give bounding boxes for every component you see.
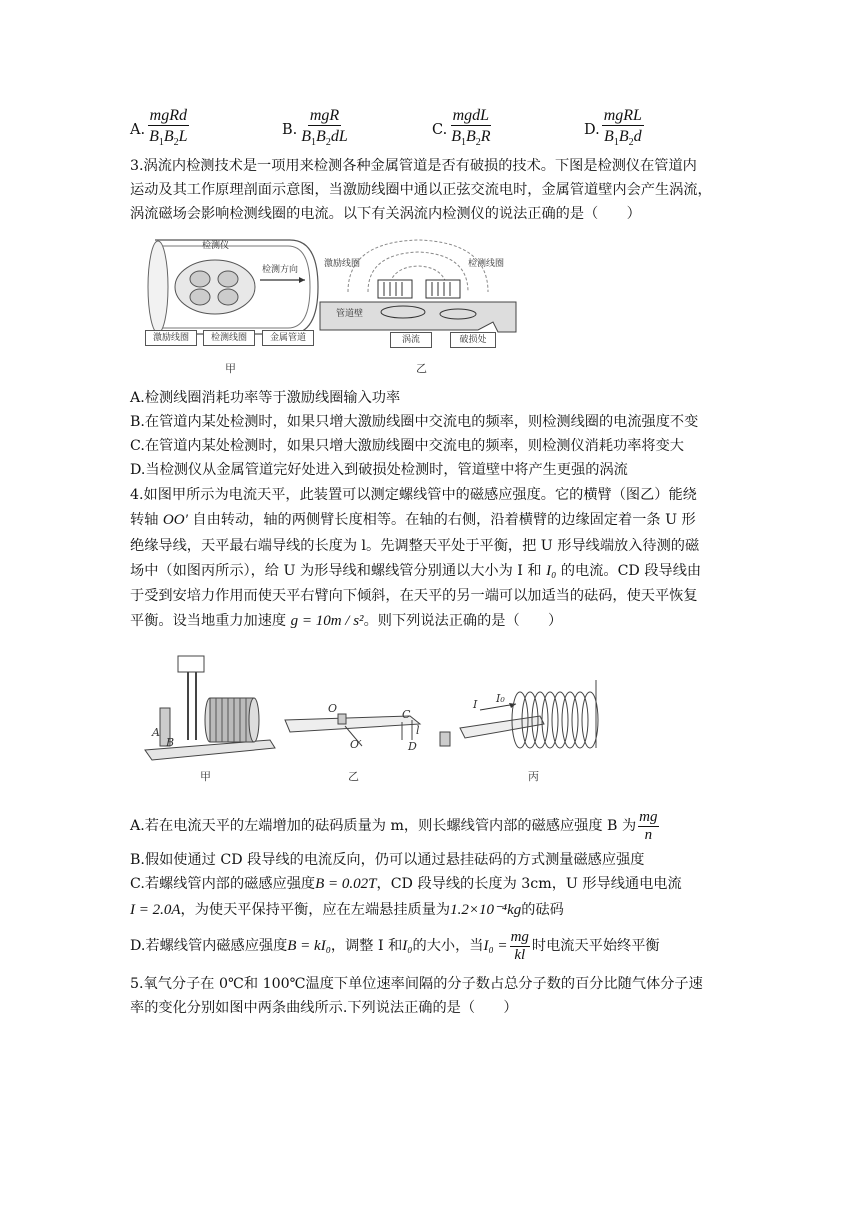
q4-option-c-line-1[interactable]: [130, 874, 682, 894]
q3-stem-line-2: 运动及其工作原理剖面示意图，当激励线圈中通以正弦交流电时，金属管道壁内会产生涡流，: [130, 182, 712, 198]
choice-a-fraction: [147, 106, 189, 153]
var-i0: I₀: [402, 938, 413, 954]
choice-d-numerator: mgRL: [603, 107, 642, 124]
frac-den: kl: [514, 946, 526, 963]
q4-text: 的电流。CD 段导线由: [560, 563, 702, 579]
caption-jia: 甲: [225, 362, 236, 375]
mg-over-n: [638, 809, 658, 844]
caption-bing-4: 丙: [528, 770, 539, 783]
frac-num: mg: [510, 928, 529, 945]
label-eddy: 涡流: [390, 332, 432, 348]
q3-option-d[interactable]: D.当检测仪从金属管道完好处进入到破损处检测时，管道壁中将产生更强的涡流: [130, 462, 628, 478]
q3-option-c[interactable]: C.在管道内某处检测时，如果只增大激励线圈中交流电的频率，则检测仪消耗功率将变大: [130, 438, 684, 454]
q4-opt-text: D.若螺线管内磁感应强度: [130, 938, 288, 954]
choice-d-label: D.: [584, 121, 600, 138]
label-detect-coil-2: 检测线圈: [468, 259, 505, 269]
q4-stem-line-3: 绝缘导线，天平最右端导线的长度为 l。先调整天平处于平衡，把 U 形导线端放入待测的磁: [130, 538, 700, 554]
choice-d[interactable]: [584, 106, 644, 153]
q3-figure-jia: [140, 232, 320, 382]
label-device: 检测仪: [202, 241, 230, 251]
q4-text: 转轴: [130, 512, 159, 528]
q3-option-a[interactable]: A.检测线圈消耗功率等于激励线圈输入功率: [130, 390, 401, 406]
current-balance-diagrams: [140, 640, 610, 770]
q5-stem-line-2: 率的变化分别如图中两条曲线所示.下列说法正确的是（ ）: [130, 1000, 518, 1016]
q4-figures: [140, 640, 610, 790]
q4-option-d[interactable]: [130, 926, 660, 966]
q4-stem-line-5: 于受到安培力作用而使天平右臂向下倾斜，在天平的另一端可以加适当的砝码，使天平恢复: [130, 588, 698, 604]
b-value: B = 0.02T: [315, 876, 377, 892]
label-o: O: [328, 702, 338, 715]
q4-option-b[interactable]: B.假如使通过 CD 段导线的电流反向，仍可以通过悬挂砝码的方式测量磁感应强度: [130, 852, 645, 868]
label-i0: I₀: [496, 692, 505, 705]
q4-opt-text: 的大小，当: [412, 938, 484, 954]
mg-over-kl: [510, 929, 530, 964]
q4-stem-line-2: [130, 510, 696, 530]
q5-stem-line-1: 5.氧气分子在 0℃和 100℃温度下单位速率间隔的分子数占总分子数的百分比随气体分子速: [130, 976, 703, 992]
q4-stem-line-1: 4.如图甲所示为电流天平，此装置可以测定螺线管中的磁感应强度。它的横臂（图乙）能绕: [130, 487, 697, 503]
caption-jia-4: 甲: [200, 770, 211, 783]
label-c: C: [402, 708, 411, 721]
q4-opt-text: ，CD 段导线的长度为 3cm，U 形导线通电电流: [376, 876, 682, 892]
q4-option-c-line-2[interactable]: [130, 900, 564, 920]
mass-value: 1.2×10⁻⁴kg: [450, 902, 522, 918]
q4-text: 。则下列说法正确的是（ ）: [363, 613, 563, 629]
q4-text: 平衡。设当地重力加速度: [130, 613, 287, 629]
b-expr: B = kI₀: [287, 938, 331, 954]
q3-figure-yi: [318, 232, 518, 382]
gravity-value: g = 10m / s²: [290, 613, 364, 629]
choice-c-label: C.: [432, 121, 448, 138]
axis-oo: OO′: [162, 512, 188, 528]
q4-stem-line-4: [130, 561, 701, 581]
i-value: I = 2.0A: [130, 902, 181, 918]
label-i: I: [473, 698, 478, 711]
q4-opt-text: ，调整 I 和: [330, 938, 403, 954]
choice-a-label: A.: [130, 121, 146, 138]
q4-stem-line-6: [130, 611, 562, 631]
label-d: D: [408, 740, 417, 753]
q4-opt-text: C.若螺线管内部的磁感应强度: [130, 876, 316, 892]
q4-opt-text: ，为使天平保持平衡，应在左端悬挂质量为: [180, 902, 451, 918]
q4-opt-text: 时电流天平始终平衡: [531, 938, 660, 954]
frac-num: mg: [639, 808, 658, 825]
choice-b-label: B.: [282, 121, 298, 138]
q3-option-b[interactable]: B.在管道内某处检测时，如果只增大激励线圈中交流电的频率，则检测线圈的电流强度不变: [130, 414, 699, 430]
choice-b-fraction: [299, 106, 349, 153]
choice-c[interactable]: [432, 106, 493, 153]
label-direction: 检测方向: [262, 265, 299, 275]
choice-c-numerator: mgdL: [452, 107, 490, 124]
q3-stem-line-1: 3.涡流内检测技术是一项用来检测各种金属管道是否有破损的技术。下图是检测仪在管道内: [130, 158, 697, 174]
choice-b-denominator: $B_1B_2dL$: [301, 128, 348, 149]
label-detect-coil: 检测线圈: [203, 330, 255, 346]
label-excite-coil: 激励线圈: [145, 330, 197, 346]
label-excite-coil-2: 激励线圈: [324, 259, 361, 269]
choice-c-fraction: [449, 106, 492, 153]
label-a: A: [152, 726, 160, 739]
q2-choices: [130, 106, 750, 152]
choice-a[interactable]: [130, 106, 190, 153]
choice-c-denominator: $B_1B_2R$: [451, 128, 491, 149]
label-damage: 破损处: [450, 332, 496, 348]
q4-opt-text: 的砝码: [521, 902, 564, 918]
choice-d-denominator: $B_1B_2d$: [604, 128, 642, 149]
frac-den: n: [644, 826, 653, 843]
i0-eq: I₀ =: [483, 938, 508, 954]
var-i0: I₀: [546, 563, 557, 579]
q3-stem-line-3: 涡流磁场会影响检测线圈的电流。以下有关涡流内检测仪的说法正确的是（ ）: [130, 206, 641, 222]
choice-a-numerator: mgRd: [149, 107, 187, 124]
caption-yi-4: 乙: [348, 770, 359, 783]
label-b: B: [166, 736, 175, 749]
q4-text: 自由转动，轴的两侧臂长度相等。在轴的右侧，沿着横臂的边缘固定着一条 U 形: [192, 512, 696, 528]
label-l: l: [416, 724, 420, 737]
choice-a-denominator: $B_1B_2L$: [149, 128, 188, 149]
pipe-diagram: [140, 232, 320, 342]
q4-text: 场中（如图丙所示），给 U 为形导线和螺线管分别通以大小为 I 和: [130, 563, 542, 579]
choice-b-numerator: mgR: [309, 107, 340, 124]
choice-b[interactable]: [282, 106, 350, 153]
label-metal-pipe: 金属管道: [262, 330, 314, 346]
choice-d-fraction: [602, 106, 644, 153]
label-o-prime: O′: [350, 738, 362, 751]
q4-option-a[interactable]: [130, 806, 661, 846]
caption-yi: 乙: [416, 362, 427, 375]
label-pipe-wall: 管道壁: [336, 309, 364, 319]
q4-opt-text: A.若在电流天平的左端增加的砝码质量为 m，则长螺线管内部的磁感应强度 B 为: [130, 818, 637, 834]
